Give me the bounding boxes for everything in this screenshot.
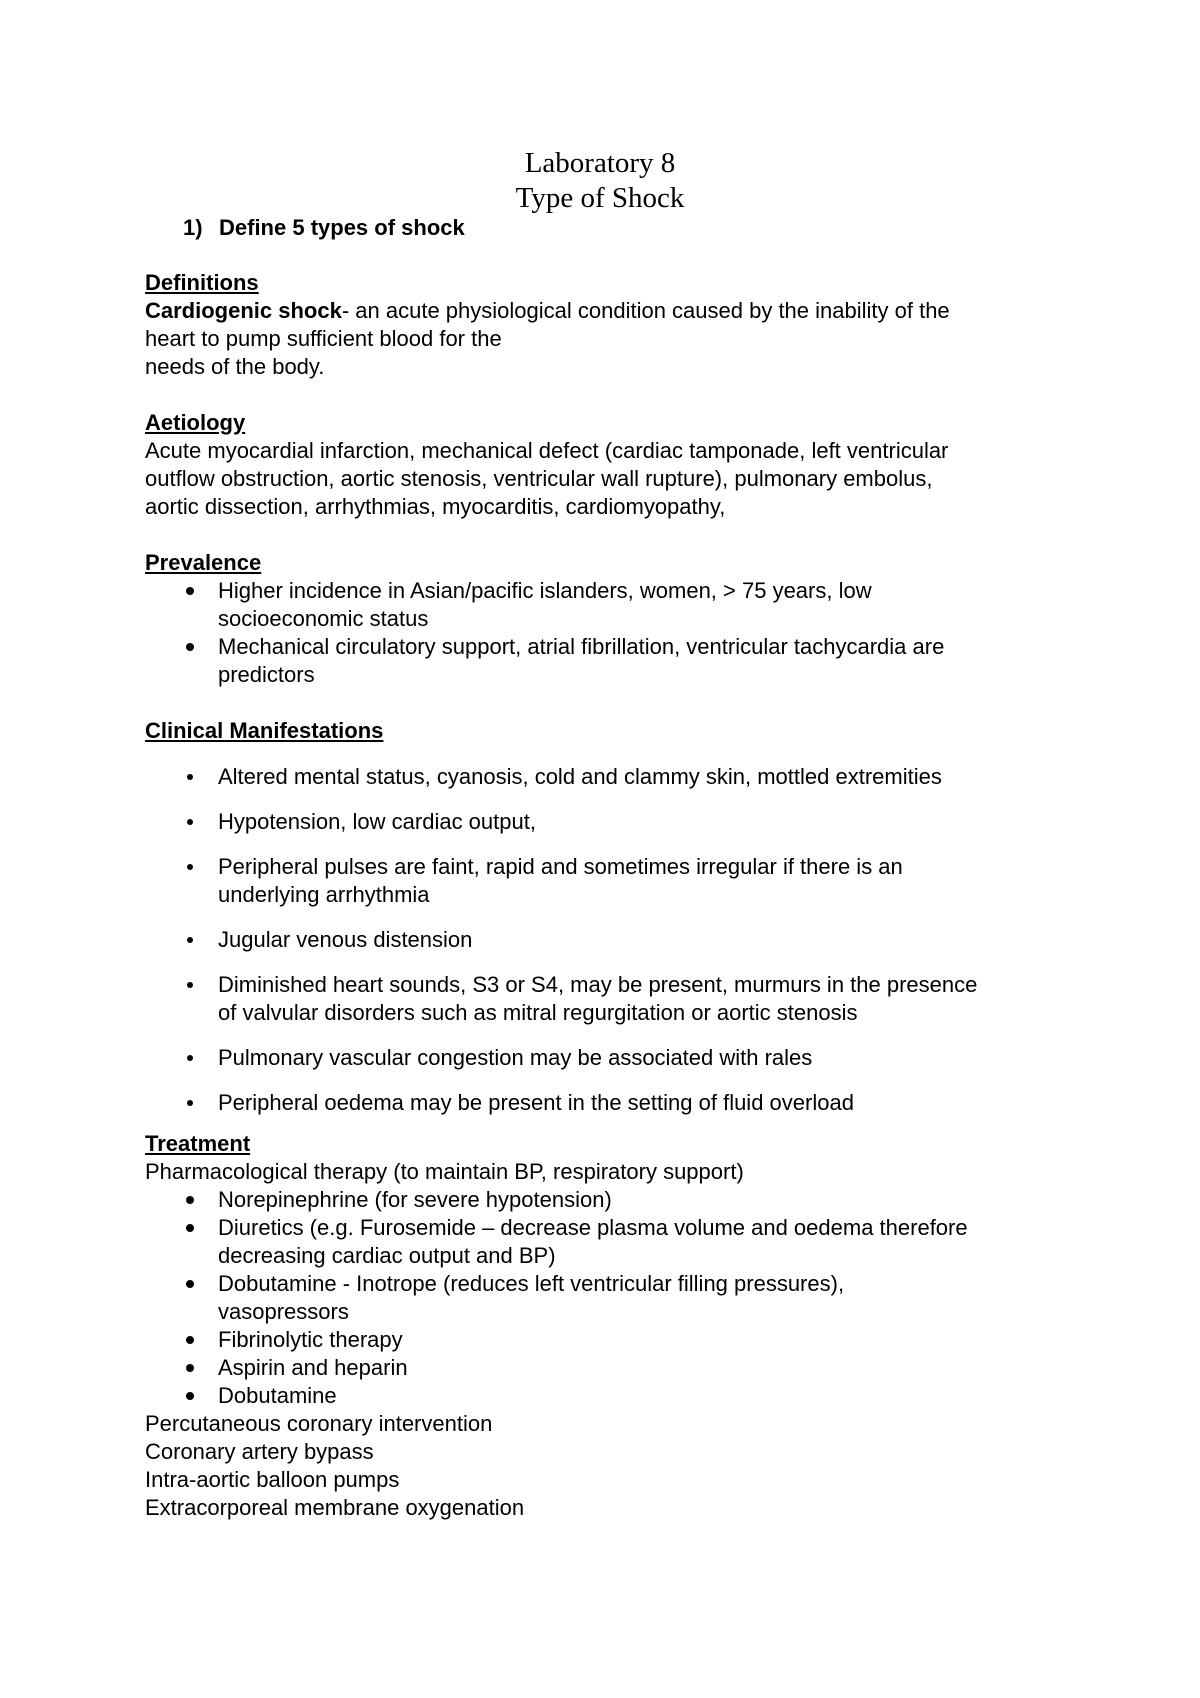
- list-item: [145, 971, 1085, 1027]
- bullet-icon: [186, 1364, 194, 1372]
- prevalence-list: [145, 577, 1085, 689]
- list-item: [145, 1270, 1085, 1326]
- list-item-text: Dobutamine - Inotrope (reduces left ventricular filling pressures),: [218, 1271, 845, 1296]
- bullet-icon: [186, 1280, 194, 1288]
- bullet-icon: [186, 1196, 194, 1204]
- list-item-text: Higher incidence in Asian/pacific islanders, women, > 75 years, low: [218, 578, 872, 603]
- list-item-text: Fibrinolytic therapy: [218, 1327, 403, 1352]
- aetiology-line: aortic dissection, arrhythmias, myocarditis, cardiomyopathy,: [145, 494, 726, 519]
- page-title: Laboratory 8: [524, 147, 676, 179]
- list-item: [145, 926, 1085, 954]
- list-item-text: Mechanical circulatory support, atrial fibrillation, ventricular tachycardia are: [218, 634, 945, 659]
- bullet-icon: [187, 1100, 193, 1106]
- list-item-text: Peripheral oedema may be present in the setting of fluid overload: [218, 1090, 854, 1115]
- treatment-other-line: Percutaneous coronary intervention: [145, 1411, 493, 1436]
- list-item-text: Diminished heart sounds, S3 or S4, may be present, murmurs in the presence: [218, 972, 978, 997]
- list-item: [145, 1089, 1085, 1117]
- list-item: [145, 1186, 1085, 1214]
- list-item-text: of valvular disorders such as mitral regurgitation or aortic stenosis: [218, 1000, 858, 1025]
- list-item-text: Norepinephrine (for severe hypotension): [218, 1187, 612, 1212]
- list-item-text: vasopressors: [218, 1299, 349, 1324]
- document-body: [145, 269, 1085, 1522]
- treatment-other-line: Extracorporeal membrane oxygenation: [145, 1495, 525, 1520]
- list-item: [145, 1382, 1085, 1410]
- list-item-text: Dobutamine: [218, 1383, 337, 1408]
- list-item-text: Peripheral pulses are faint, rapid and sometimes irregular if there is an: [218, 854, 903, 879]
- list-item: [145, 808, 1085, 836]
- prevalence-heading: Prevalence: [145, 550, 262, 575]
- list-item: [145, 853, 1085, 909]
- aetiology-line: Acute myocardial infarction, mechanical defect (cardiac tamponade, left ventricular: [145, 438, 949, 463]
- bullet-icon: [186, 1392, 194, 1400]
- treatment-list: [145, 1186, 1085, 1410]
- aetiology-heading: Aetiology: [145, 410, 246, 435]
- bullet-icon: [186, 643, 194, 651]
- bullet-icon: [187, 982, 193, 988]
- list-item: [145, 633, 1085, 689]
- blank-line: [145, 689, 1085, 717]
- list-item-text: predictors: [218, 662, 315, 687]
- bullet-icon: [186, 1336, 194, 1344]
- list-item-text: decreasing cardiac output and BP): [218, 1243, 556, 1268]
- list-item-text: Aspirin and heparin: [218, 1355, 408, 1380]
- blank-line: [145, 521, 1085, 549]
- list-item-text: Diuretics (e.g. Furosemide – decrease plasma volume and oedema therefore: [218, 1215, 968, 1240]
- aetiology-line: outflow obstruction, aortic stenosis, ventricular wall rupture), pulmonary embolus,: [145, 466, 933, 491]
- page-subtitle: Type of Shock: [515, 182, 685, 214]
- definition-line-3: needs of the body.: [145, 354, 325, 379]
- definition-term: Cardiogenic shock: [145, 298, 342, 323]
- list-item: [145, 763, 1085, 791]
- list-item: [145, 577, 1085, 633]
- list-item-text: underlying arrhythmia: [218, 882, 430, 907]
- list-item: [145, 1326, 1085, 1354]
- list-item-text: socioeconomic status: [218, 606, 429, 631]
- list-item: [145, 1044, 1085, 1072]
- definitions-heading: Definitions: [145, 270, 259, 295]
- question-text: Define 5 types of shock: [219, 215, 465, 240]
- bullet-icon: [187, 819, 193, 825]
- bullet-icon: [187, 1055, 193, 1061]
- treatment-other-line: Coronary artery bypass: [145, 1439, 374, 1464]
- list-item: [145, 1214, 1085, 1270]
- treatment-other-line: Intra-aortic balloon pumps: [145, 1467, 400, 1492]
- list-item: [145, 1354, 1085, 1382]
- blank-line: [145, 381, 1085, 409]
- list-item-text: Altered mental status, cyanosis, cold and clammy skin, mottled extremities: [218, 764, 942, 789]
- treatment-intro: Pharmacological therapy (to maintain BP, respiratory support): [145, 1159, 744, 1184]
- list-item-text: Hypotension, low cardiac output,: [218, 809, 536, 834]
- bullet-icon: [186, 1224, 194, 1232]
- bullet-icon: [187, 864, 193, 870]
- clinical-heading: Clinical Manifestations: [145, 718, 384, 743]
- definition-line-1: [145, 297, 1085, 325]
- bullet-icon: [187, 937, 193, 943]
- list-item-text: Pulmonary vascular congestion may be associated with rales: [218, 1045, 813, 1070]
- bullet-icon: [187, 774, 193, 780]
- clinical-list: [145, 763, 1085, 1117]
- definition-line-2: heart to pump sufficient blood for the: [145, 326, 502, 351]
- list-item-text: Jugular venous distension: [218, 927, 473, 952]
- question-number: 1): [183, 215, 203, 240]
- treatment-heading: Treatment: [145, 1131, 251, 1156]
- bullet-icon: [186, 587, 194, 595]
- definition-text: - an acute physiological condition caused by the inability of the: [341, 298, 950, 323]
